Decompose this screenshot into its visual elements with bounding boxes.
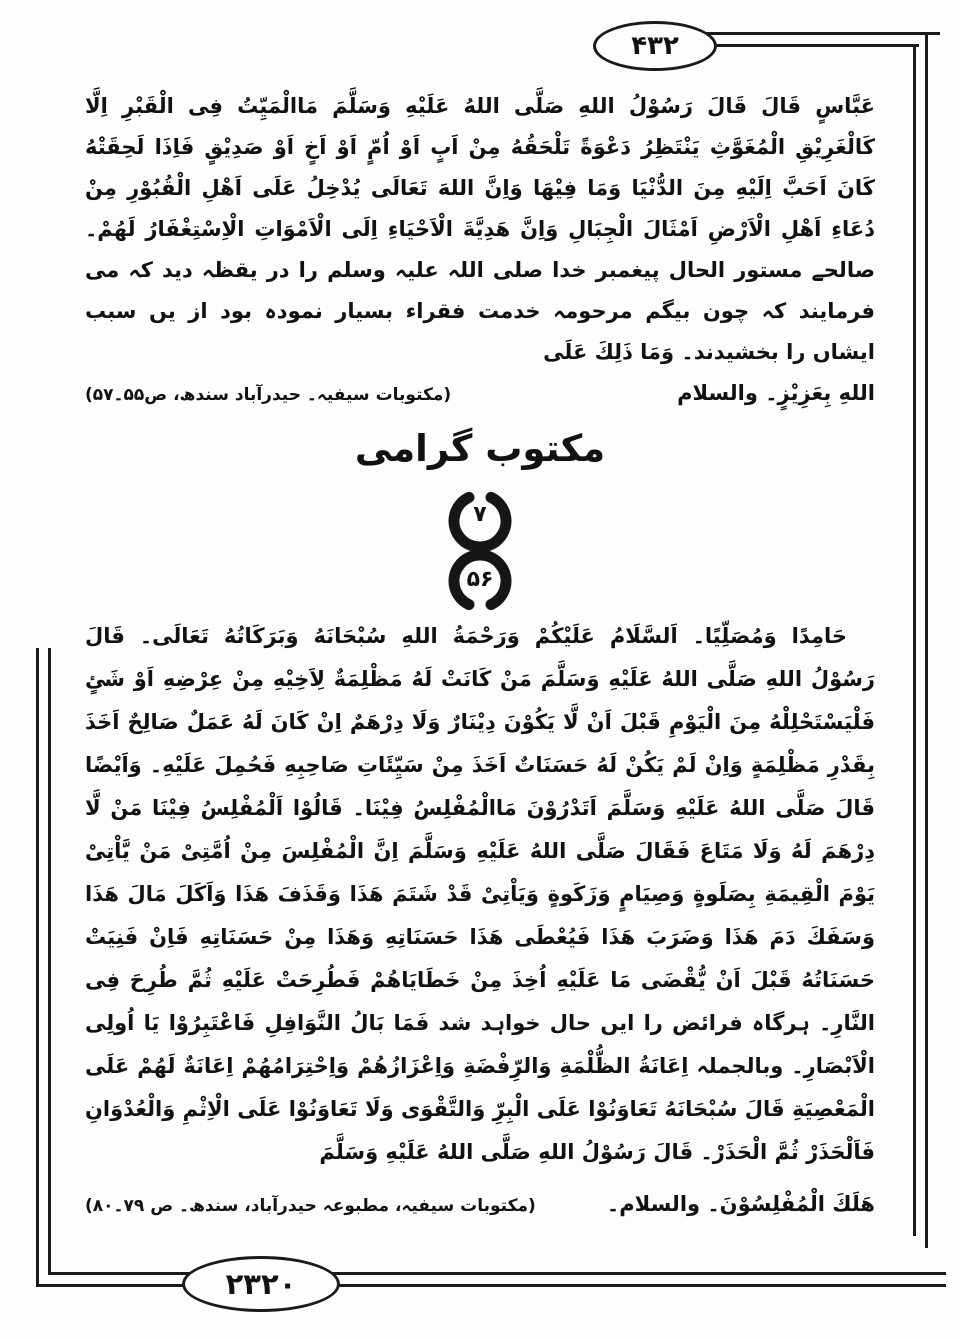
page-number-cartouche-top [593,21,717,71]
page-number-top: ۴۳۲ [631,31,679,61]
section1-paragraph: عَبَّاسٍ قَالَ قَالَ رَسُوْلُ اللهِ صَلَّى اللهُ عَلَيْهِ وَسَلَّمَ مَاالْمَيِّتُ فِى الْقَبْرِ اِلَّا كَالْغَرِيْقِ الْمُغَوَّثِ يَنْتَظِرُ دَعْوَةً تَلْحَقُهُ مِنْ اَبٍ اَوْ اُمٍّ اَوْ اَخٍ اَوْ صَدِيْقٍ فَاِذَا لَحِقَتْهُ كَانَ اَحَبَّ اِلَيْهِ مِنَ الدُّنْيَا وَمَا فِيْهَا وَاِنَّ اللهَ تَعَالَى يُدْخِلُ عَلَى اَهْلِ الْقُبُوْرِ مِنْ دُعَاءِ اَهْلِ الْاَرْضِ اَمْثَالَ الْجِبَالِ وَاِنَّ هَدِيَّةَ الْاَحْيَاءِ اِلَى الْاَمْوَاتِ الْاِسْتِغْفَارُ لَهُمْ۔ صالحے مستور الحال پیغمبر خدا صلی اللہ علیہ وسلم را در یقظہ دید کہ می فرمایند کہ چون بیگم مرحومہ خدمت فقراء بسیار نمودہ بود از یں سبب ایشاں را بخشیدند۔ وَمَا ذَلِكَ عَلَى [85,94,875,364]
border-bottom-rule-inner [48,1272,946,1275]
border-left-rule-inner [48,648,51,1275]
border-top-rule-inner [703,44,919,47]
section1-final-row [85,373,875,416]
ornament-number-top: ۷ [473,502,487,527]
section-letter-body [85,615,875,1227]
border-right-rule-outer [925,32,928,1248]
ornament-number-bottom: ۵۶ [466,567,494,592]
section2-paragraph: حَامِدًا وَمُصَلِّيًا۔ اَلسَّلَامُ عَلَيْكُمْ وَرَحْمَةُ اللهِ سُبْحَانَهُ وَبَرَكَاتُهُ تَعَالَى۔ قَالَ رَسُوْلُ اللهِ صَلَّى اللهُ عَلَيْهِ وَسَلَّمَ مَنْ كَانَتْ لَهُ مَظْلِمَةٌ لِاَخِيْهِ مِنْ عِرْضِهِ اَوْ شَئٍ فَلْيَسْتَحْلِلْهُ مِنَ الْيَوْمِ قَبْلَ اَنْ لَّا يَكُوْنَ دِيْنَارٌ وَلَا دِرْهَمٌ اِنْ كَانَ لَهُ عَمَلٌ صَالِحٌ اَخَذَ بِقَدْرِ مَظْلِمَةٍ وَاِنْ لَمْ يَكُنْ لَهُ حَسَنَاتٌ اَخَذَ مِنْ سَيِّئَاتِ صَاحِبِهِ فَحُمِلَ عَلَيْهِ۔ وَاَيْضًا قَالَ صَلَّى اللهُ عَلَيْهِ وَسَلَّمَ اَتَدْرُوْنَ مَاالْمُفْلِسُ فِيْنَا۔ قَالُوْا اَلْمُفْلِسُ فِيْنَا مَنْ لَّا دِرْهَمَ لَهُ وَلَا مَتَاعَ فَقَالَ صَلَّى اللهُ عَلَيْهِ وَسَلَّمَ اِنَّ الْمُفْلِسَ مِنْ اُمَّتِىْ مَنْ يَّاْتِىْ يَوْمَ الْقِيمَةِ بِصَلَوةٍ وَصِيَامٍ وَزَكَوةٍ وَيَاْتِىْ قَدْ شَتَمَ هَذَا وَقَذَفَ هَذَا وَاَكَلَ مَالَ هَذَا وَسَفَكَ دَمَ هَذَا وَضَرَبَ هَذَا فَيُعْطَى هَذَا حَسَنَاتِهِ وَهَذَا مِنْ حَسَنَاتِهِ فَاِنْ فَنِيَتْ حَسَنَاتُهُ قَبْلَ اَنْ يُّقْضَى مَا عَلَيْهِ اُخِذَ مِنْ خَطَايَاهُمْ فَطُرِحَتْ عَلَيْهِ ثُمَّ طُرِحَ فِى النَّارِ۔ ہرگاہ فرائض را ایں حال خواہد شد فَمَا بَالُ النَّوَافِلِ فَاعْتَبِرُوْا يَا اُولِى الْاَبْصَارِ۔ وبالجملہ اِعَانَةُ الظُّلْمَةِ وَالرِّفْضَةِ وَاِعْزَازُهُمْ وَاِحْتِرَامُهُمْ اِعَانَةٌ لَهُمْ عَلَى الْمَعْصِيَةِ قَالَ سُبْحَانَهُ تَعَاوَنُوْا عَلَى الْبِرِّ وَالتَّقْوَى وَلَا تَعَاوَنُوْا عَلَى الْاِثْمِ وَالْعُدْوَانِ فَاَلْحَذَرْ ثُمَّ الْحَذَرْ۔ قَالَ رَسُوْلُ اللهِ صَلَّى اللهُ عَلَيْهِ وَسَلَّمَ [85,624,875,1164]
section2-ending: هَلَكَ الْمُفْلِسُوْنَ۔ والسلام۔ [606,1192,875,1216]
letter-number-ornament [420,487,540,613]
letter-heading: مکتوب گرامی [354,427,606,470]
border-right-rule-inner [913,44,916,1236]
page-number-cartouche-bottom [182,1256,340,1312]
section2-citation: (مکتوبات سیفیہ، مطبوعہ حیدرآباد، سندھ۔ ص ۷۹۔۸۰) [85,1196,536,1216]
section1-citation: (مکتوبات سیفیہ۔ حیدرآباد سندھ، ص۵۵۔۵۷) [85,385,452,405]
border-bottom-rule-outer [36,1284,946,1287]
page-number-bottom: ۲۳۲۰ [225,1267,297,1301]
section2-final-row [85,1183,875,1227]
section-previous-letter [85,86,875,405]
border-top-rule-outer [703,32,940,35]
section1-ending: اللهِ بِعَزِيْزٍ۔ والسلام [677,381,875,405]
border-left-rule-outer [36,648,39,1287]
